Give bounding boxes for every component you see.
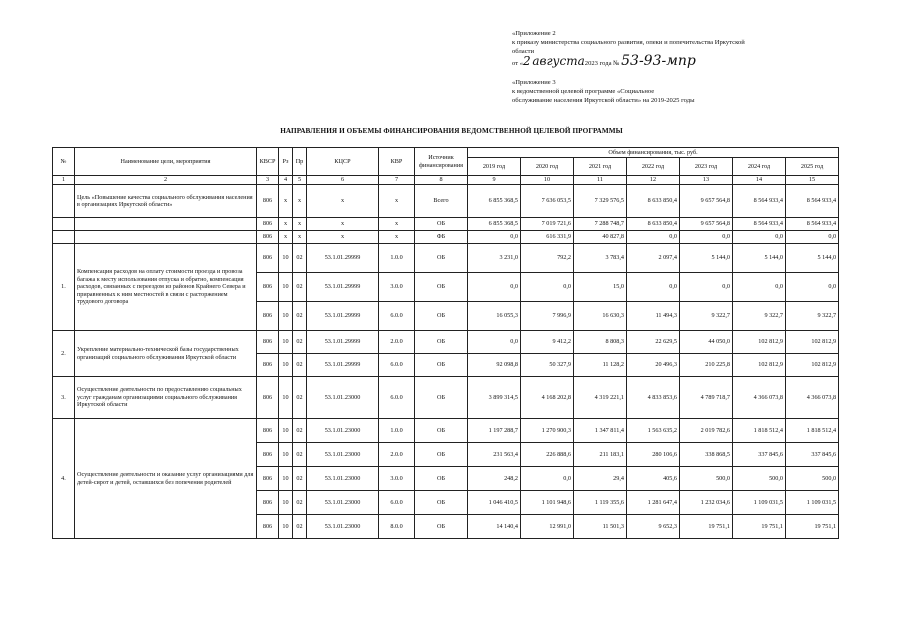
y2022-cell: 1 563 635,2 [627,419,680,443]
y2025-cell: 5 144,0 [786,244,839,273]
source-cell: ОБ [415,467,468,491]
column-number: 6 [307,176,379,185]
column-number: 3 [257,176,279,185]
column-number: 15 [786,176,839,185]
y2024-cell: 0,0 [733,273,786,302]
item-name-cell: Компенсация расходов на оплату стоимости проезда и провоза багажа к месту использования отпуска и обратно, компенсация расходов, связанных с переездом из районов Крайнего Севера и приравненных к ним местностей в связи с расторжением трудового договора [75,244,257,331]
y2020-cell: 0,0 [521,273,574,302]
header-year: 2019 год [468,158,521,176]
column-number: 9 [468,176,521,185]
kvr-cell: 6.0.0 [379,491,415,515]
kvsr-cell: 806 [257,244,279,273]
rz-cell: 10 [279,419,293,443]
y2024-cell: 5 144,0 [733,244,786,273]
header-source: Источник финансирования [415,148,468,176]
source-cell: ОБ [415,273,468,302]
y2024-cell: 4 366 073,8 [733,377,786,419]
y2022-cell: 4 833 853,6 [627,377,680,419]
y2022-cell: 280 106,6 [627,443,680,467]
y2019-cell: 248,2 [468,467,521,491]
y2021-cell: 40 827,8 [574,231,627,244]
kvr-cell: 3.0.0 [379,467,415,491]
y2024-cell: 8 564 933,4 [733,218,786,231]
column-number: 11 [574,176,627,185]
kcsr-cell: 53.1.01.23000 [307,443,379,467]
column-number: 4 [279,176,293,185]
y2023-cell: 338 868,5 [680,443,733,467]
y2019-cell: 3 899 314,5 [468,377,521,419]
rz-cell: х [279,185,293,218]
source-cell: ОБ [415,443,468,467]
column-number: 8 [415,176,468,185]
kvsr-cell: 806 [257,273,279,302]
y2025-cell: 337 845,6 [786,443,839,467]
y2020-cell: 1 101 948,6 [521,491,574,515]
y2022-cell: 9 652,3 [627,515,680,539]
program-line-1: к ведомственной целевой программе «Социальное [512,88,655,96]
header-pr: Пр [293,148,307,176]
header-year: 2021 год [574,158,627,176]
item-num-cell: 3. [53,377,75,419]
kcsr-cell: х [307,231,379,244]
kvr-cell: 8.0.0 [379,515,415,539]
table-row [53,244,839,273]
y2022-cell: 0,0 [627,231,680,244]
y2023-cell: 210 225,8 [680,354,733,377]
y2025-cell: 0,0 [786,231,839,244]
kvsr-cell: 806 [257,218,279,231]
kcsr-cell: 53.1.01.23000 [307,515,379,539]
rz-cell: х [279,218,293,231]
y2024-cell: 0,0 [733,231,786,244]
pr-cell: 02 [293,515,307,539]
kvsr-cell: 806 [257,354,279,377]
pr-cell: 02 [293,377,307,419]
table-row [53,231,839,244]
appendix-3-label: «Приложение 3 [512,78,556,86]
source-cell: ФБ [415,231,468,244]
y2023-cell: 4 789 718,7 [680,377,733,419]
source-cell: ОБ [415,377,468,419]
empty-cell [53,218,75,231]
column-number: 13 [680,176,733,185]
kvsr-cell: 806 [257,515,279,539]
y2022-cell: 0,0 [627,273,680,302]
y2019-cell: 92 098,8 [468,354,521,377]
kcsr-cell: 53.1.01.23000 [307,377,379,419]
y2020-cell: 792,2 [521,244,574,273]
y2024-cell: 8 564 933,4 [733,185,786,218]
kvsr-cell: 806 [257,443,279,467]
y2021-cell: 4 319 221,1 [574,377,627,419]
order-line-2: области [512,48,535,56]
y2020-cell: 616 331,9 [521,231,574,244]
y2023-cell: 0,0 [680,231,733,244]
table-header [53,148,839,185]
kcsr-cell: 53.1.01.23000 [307,419,379,443]
kcsr-cell: 53.1.01.29999 [307,273,379,302]
source-cell: ОБ [415,302,468,331]
y2021-cell: 15,0 [574,273,627,302]
handwritten-order-number: 53-93-мпр [621,52,696,69]
y2021-cell: 29,4 [574,467,627,491]
y2022-cell: 22 629,5 [627,331,680,354]
kcsr-cell: х [307,218,379,231]
y2023-cell: 44 050,0 [680,331,733,354]
y2025-cell: 9 322,7 [786,302,839,331]
kcsr-cell: 53.1.01.29999 [307,354,379,377]
y2023-cell: 0,0 [680,273,733,302]
y2023-cell: 2 019 782,6 [680,419,733,443]
pr-cell: 02 [293,244,307,273]
pr-cell: 02 [293,491,307,515]
y2022-cell: 405,6 [627,467,680,491]
kvr-cell: х [379,185,415,218]
y2025-cell: 4 366 073,8 [786,377,839,419]
appendix-2-label: «Приложение 2 [512,30,556,37]
y2021-cell: 7 329 576,5 [574,185,627,218]
rz-cell: 10 [279,273,293,302]
header-year: 2025 год [786,158,839,176]
item-name-cell: Укрепление материально-технической базы государственных организаций социального обслуживания Иркутской области [75,331,257,377]
source-cell: ОБ [415,331,468,354]
rz-cell: 10 [279,302,293,331]
table-row [53,185,839,218]
kvr-cell: х [379,218,415,231]
rz-cell: 10 [279,467,293,491]
column-number: 14 [733,176,786,185]
pr-cell: 02 [293,419,307,443]
item-name-cell: Осуществление деятельности и оказание услуг организациями для детей-сирот и детей, оставшихся без попечения родителей [75,419,257,539]
source-cell: ОБ [415,491,468,515]
header-kvsr: КВСР [257,148,279,176]
goal-num-cell [53,185,75,218]
y2025-cell: 0,0 [786,273,839,302]
header-kcsr: КЦСР [307,148,379,176]
header-volume: Объем финансирования, тыс. руб. [468,148,839,158]
item-name-cell: Осуществление деятельности по предоставлению социальных услуг гражданам организациями социального обслуживания Иркутской области [75,377,257,419]
y2025-cell: 8 564 933,4 [786,185,839,218]
header-rz: Рз [279,148,293,176]
y2019-cell: 0,0 [468,331,521,354]
kcsr-cell: 53.1.01.29999 [307,331,379,354]
column-number: 10 [521,176,574,185]
kcsr-cell: 53.1.01.29999 [307,302,379,331]
y2020-cell: 9 412,2 [521,331,574,354]
header-year: 2022 год [627,158,680,176]
y2020-cell: 12 991,0 [521,515,574,539]
empty-cell [53,231,75,244]
goal-name-cell: Цель «Повышение качества социального обслуживания населения в организациях Иркутской области» [75,185,257,218]
y2024-cell: 102 812,9 [733,354,786,377]
y2022-cell: 2 097,4 [627,244,680,273]
y2025-cell: 500,0 [786,467,839,491]
kvr-cell: 6.0.0 [379,377,415,419]
header-name: Наименование цели, мероприятия [75,148,257,176]
kvr-cell: 1.0.0 [379,244,415,273]
source-cell: ОБ [415,419,468,443]
kvsr-cell: 806 [257,377,279,419]
kvr-cell: 1.0.0 [379,419,415,443]
source-cell: ОБ [415,218,468,231]
y2021-cell: 11 501,3 [574,515,627,539]
y2019-cell: 3 231,0 [468,244,521,273]
kvsr-cell: 806 [257,331,279,354]
y2020-cell: 226 888,6 [521,443,574,467]
y2024-cell: 337 845,6 [733,443,786,467]
kvsr-cell: 806 [257,185,279,218]
order-date-line: от «2 августа2023 года № 53-93-мпр [512,52,696,69]
document-header [512,29,812,105]
y2021-cell: 1 347 811,4 [574,419,627,443]
pr-cell: 02 [293,443,307,467]
y2019-cell: 0,0 [468,231,521,244]
y2023-cell: 9 322,7 [680,302,733,331]
y2020-cell: 0,0 [521,467,574,491]
kvsr-cell: 806 [257,491,279,515]
handwritten-day: 2 [523,53,531,68]
column-number: 2 [75,176,257,185]
y2021-cell: 16 630,3 [574,302,627,331]
y2019-cell: 14 140,4 [468,515,521,539]
kvsr-cell: 806 [257,467,279,491]
y2020-cell: 4 168 202,8 [521,377,574,419]
y2019-cell: 1 197 288,7 [468,419,521,443]
rz-cell: 10 [279,377,293,419]
kcsr-cell: 53.1.01.29999 [307,244,379,273]
kcsr-cell: 53.1.01.23000 [307,467,379,491]
rz-cell: 10 [279,515,293,539]
kvsr-cell: 806 [257,231,279,244]
y2024-cell: 1 109 031,5 [733,491,786,515]
kvr-cell: х [379,231,415,244]
rz-cell: 10 [279,244,293,273]
y2021-cell: 1 119 355,6 [574,491,627,515]
y2020-cell: 7 636 053,5 [521,185,574,218]
y2023-cell: 5 144,0 [680,244,733,273]
pr-cell: х [293,218,307,231]
y2021-cell: 7 288 748,7 [574,218,627,231]
pr-cell: х [293,185,307,218]
y2020-cell: 50 327,9 [521,354,574,377]
column-number: 5 [293,176,307,185]
y2025-cell: 102 812,9 [786,354,839,377]
source-cell: ОБ [415,244,468,273]
kvr-cell: 2.0.0 [379,443,415,467]
y2021-cell: 211 183,1 [574,443,627,467]
y2025-cell: 102 812,9 [786,331,839,354]
y2024-cell: 9 322,7 [733,302,786,331]
header-year: 2024 год [733,158,786,176]
order-line-1: к приказу министерства социального развития, опеки и попечительства Иркутской [512,39,745,47]
rz-cell: 10 [279,491,293,515]
y2022-cell: 8 633 850,4 [627,218,680,231]
empty-cell [75,231,257,244]
pr-cell: х [293,231,307,244]
kcsr-cell: 53.1.01.23000 [307,491,379,515]
pr-cell: 02 [293,273,307,302]
empty-cell [75,218,257,231]
y2023-cell: 500,0 [680,467,733,491]
y2019-cell: 0,0 [468,273,521,302]
handwritten-month: августа [532,53,585,68]
y2020-cell: 7 019 721,6 [521,218,574,231]
source-cell: Всего [415,185,468,218]
y2022-cell: 1 281 647,4 [627,491,680,515]
document-title: НАПРАВЛЕНИЯ И ОБЪЕМЫ ФИНАНСИРОВАНИЯ ВЕДОМСТВЕННОЙ ЦЕЛЕВОЙ ПРОГРАММЫ [280,127,623,135]
y2024-cell: 1 818 512,4 [733,419,786,443]
kvr-cell: 6.0.0 [379,354,415,377]
y2023-cell: 19 751,1 [680,515,733,539]
y2023-cell: 9 657 564,8 [680,185,733,218]
y2021-cell: 11 128,2 [574,354,627,377]
header-kvr: КВР [379,148,415,176]
table-row [53,218,839,231]
kvsr-cell: 806 [257,302,279,331]
item-num-cell: 2. [53,331,75,377]
y2021-cell: 3 783,4 [574,244,627,273]
kcsr-cell: х [307,185,379,218]
y2022-cell: 11 494,3 [627,302,680,331]
y2024-cell: 102 812,9 [733,331,786,354]
y2020-cell: 1 270 900,3 [521,419,574,443]
table-body [53,185,839,539]
column-number: 7 [379,176,415,185]
column-number: 1 [53,176,75,185]
header-year: 2023 год [680,158,733,176]
pr-cell: 02 [293,354,307,377]
source-cell: ОБ [415,515,468,539]
financing-table [52,147,839,539]
table-row [53,331,839,354]
program-line-2: обслуживание населения Иркутской области» на 2019-2025 годы [512,97,695,105]
column-number: 12 [627,176,680,185]
y2020-cell: 7 996,9 [521,302,574,331]
y2019-cell: 16 055,3 [468,302,521,331]
header-year: 2020 год [521,158,574,176]
header-num: № [53,148,75,176]
kvsr-cell: 806 [257,419,279,443]
source-cell: ОБ [415,354,468,377]
y2025-cell: 1 818 512,4 [786,419,839,443]
kvr-cell: 3.0.0 [379,273,415,302]
y2022-cell: 8 633 850,4 [627,185,680,218]
rz-cell: 10 [279,331,293,354]
y2025-cell: 19 751,1 [786,515,839,539]
y2019-cell: 6 855 368,5 [468,185,521,218]
y2025-cell: 1 109 031,5 [786,491,839,515]
y2019-cell: 1 046 410,5 [468,491,521,515]
y2025-cell: 8 564 933,4 [786,218,839,231]
pr-cell: 02 [293,302,307,331]
y2024-cell: 19 751,1 [733,515,786,539]
y2023-cell: 1 232 034,6 [680,491,733,515]
pr-cell: 02 [293,467,307,491]
rz-cell: х [279,231,293,244]
item-num-cell: 4. [53,419,75,539]
y2022-cell: 20 496,3 [627,354,680,377]
kvr-cell: 6.0.0 [379,302,415,331]
y2021-cell: 8 808,3 [574,331,627,354]
rz-cell: 10 [279,443,293,467]
item-num-cell: 1. [53,244,75,331]
kvr-cell: 2.0.0 [379,331,415,354]
pr-cell: 02 [293,331,307,354]
y2019-cell: 231 563,4 [468,443,521,467]
table-row [53,419,839,443]
rz-cell: 10 [279,354,293,377]
y2024-cell: 500,0 [733,467,786,491]
y2023-cell: 9 657 564,8 [680,218,733,231]
table-row [53,377,839,419]
y2019-cell: 6 855 368,5 [468,218,521,231]
